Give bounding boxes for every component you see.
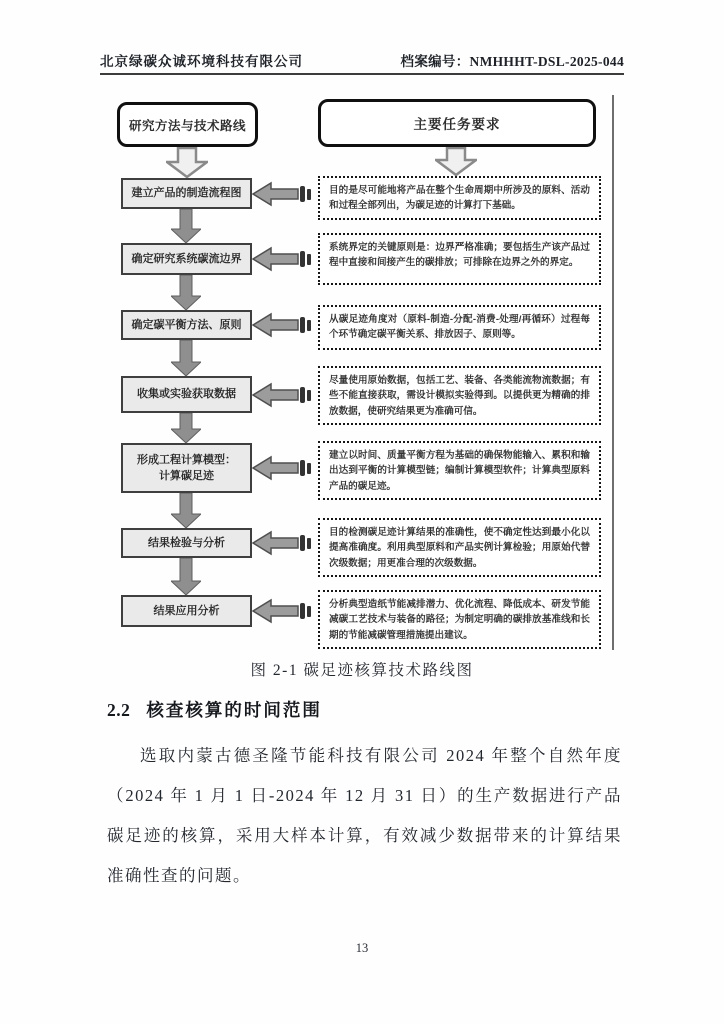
left-arrow-icon [252, 382, 314, 408]
step-label: 确定碳平衡方法、原则 [131, 318, 242, 331]
page-number: 13 [355, 941, 369, 955]
left-arrow-icon [252, 312, 314, 338]
left-arrow-icon [252, 246, 314, 272]
flowchart-task-box: 目的检测碳足迹计算结果的准确性，使不确定性达到最小化以提高准确度。利用典型原料和产品实例计算检验；用原始代替次级数据；用更准合理的次级数据。 [318, 518, 601, 577]
down-arrow-icon [171, 209, 201, 243]
header-doc-number [401, 50, 624, 70]
flowchart-step-box [121, 595, 252, 627]
flowchart-task-box: 分析典型造纸节能减排潜力、优化流程、降低成本、研发节能减碳工艺技术与装备的路径；为制定明确的碳排放基准线和长期的节能减碳管理措施提出建议。 [318, 590, 601, 649]
down-arrow-icon [171, 493, 201, 528]
step-label: 结果应用分析 [153, 604, 220, 617]
header-company-name: 北京绿碳众诚环境科技有限公司 [100, 54, 303, 69]
flowchart-step-box [121, 178, 252, 209]
step-label: 确定研究系统碳流边界 [131, 252, 242, 265]
left-arrow-icon [252, 598, 314, 624]
section-number: 2.2 [107, 700, 131, 720]
left-arrow-icon [252, 530, 314, 556]
step-label: 建立产品的制造流程图 [131, 187, 242, 200]
figure-caption: 图 2-1 碳足迹核算技术路线图 [250, 662, 474, 679]
step-label: 计算碳足迹 [159, 470, 214, 482]
flowchart-step-box [121, 528, 252, 558]
flowchart-task-box: 建立以时间、质量平衡方程为基础的确保物能输入、累积和输出达到平衡的计算模型链；编制计算模型软件；计算典型原料产品的碳足迹。 [318, 441, 601, 500]
section-title: 核查核算的时间范围 [146, 700, 322, 720]
flowchart-figure [100, 95, 624, 652]
step-label: 形成工程计算模型： [137, 453, 236, 466]
hollow-down-arrow-icon [166, 147, 208, 178]
flowchart-step-box [121, 376, 252, 413]
flowchart-right-title: 主要任务要求 [318, 99, 596, 147]
flowchart-step-box [121, 243, 252, 275]
flowchart-task-box: 目的是尽可能地将产品在整个生命周期中所涉及的原料、活动和过程全部列出，为碳足迹的计算打下基础。 [318, 176, 601, 220]
step-label: 结果检验与分析 [148, 536, 225, 549]
flowchart-task-box: 系统界定的关键原则是：边界严格准确；要包括生产该产品过程中直接和间接产生的碳排放；可排除在边界之外的界定。 [318, 233, 601, 285]
flowchart-step-box [121, 443, 252, 493]
down-arrow-icon [171, 340, 201, 376]
body-paragraph: 选取内蒙古德圣隆节能科技有限公司 2024 年整个自然年度（2024 年 1 月 1 日-2024 年 12 月 31 日）的生产数据进行产品碳足迹的核算，采用大样本计算，有效减少数据带来的计算结果准确性查的问题。 [107, 746, 622, 885]
doc-number-label: 档案编号： [400, 54, 470, 69]
down-arrow-icon [171, 275, 201, 310]
flowchart-step-box [121, 310, 252, 340]
step-label: 收集或实验获取数据 [137, 388, 236, 401]
header-rule [100, 73, 624, 75]
flowchart-task-box: 从碳足迹角度对（原料-制造-分配-消费-处理/再循环）过程每个环节确定碳平衡关系、排放因子、原则等。 [318, 305, 601, 350]
flowchart-task-box: 尽量使用原始数据，包括工艺、装备、各类能流物流数据；有些不能直接获取，需设计模拟实验得到。以提供更为精确的排放数据，使研究结果更为准确可信。 [318, 366, 601, 425]
flowchart-left-title: 研究方法与技术路线 [117, 102, 258, 147]
doc-number-value: NMHHHT-DSL-2025-044 [469, 54, 624, 69]
down-arrow-icon [171, 558, 201, 595]
section-heading [107, 697, 322, 722]
left-arrow-icon [252, 455, 314, 481]
figure-right-border [612, 95, 614, 650]
down-arrow-icon [171, 413, 201, 443]
left-arrow-icon [252, 181, 314, 207]
hollow-down-arrow-icon [435, 147, 477, 176]
